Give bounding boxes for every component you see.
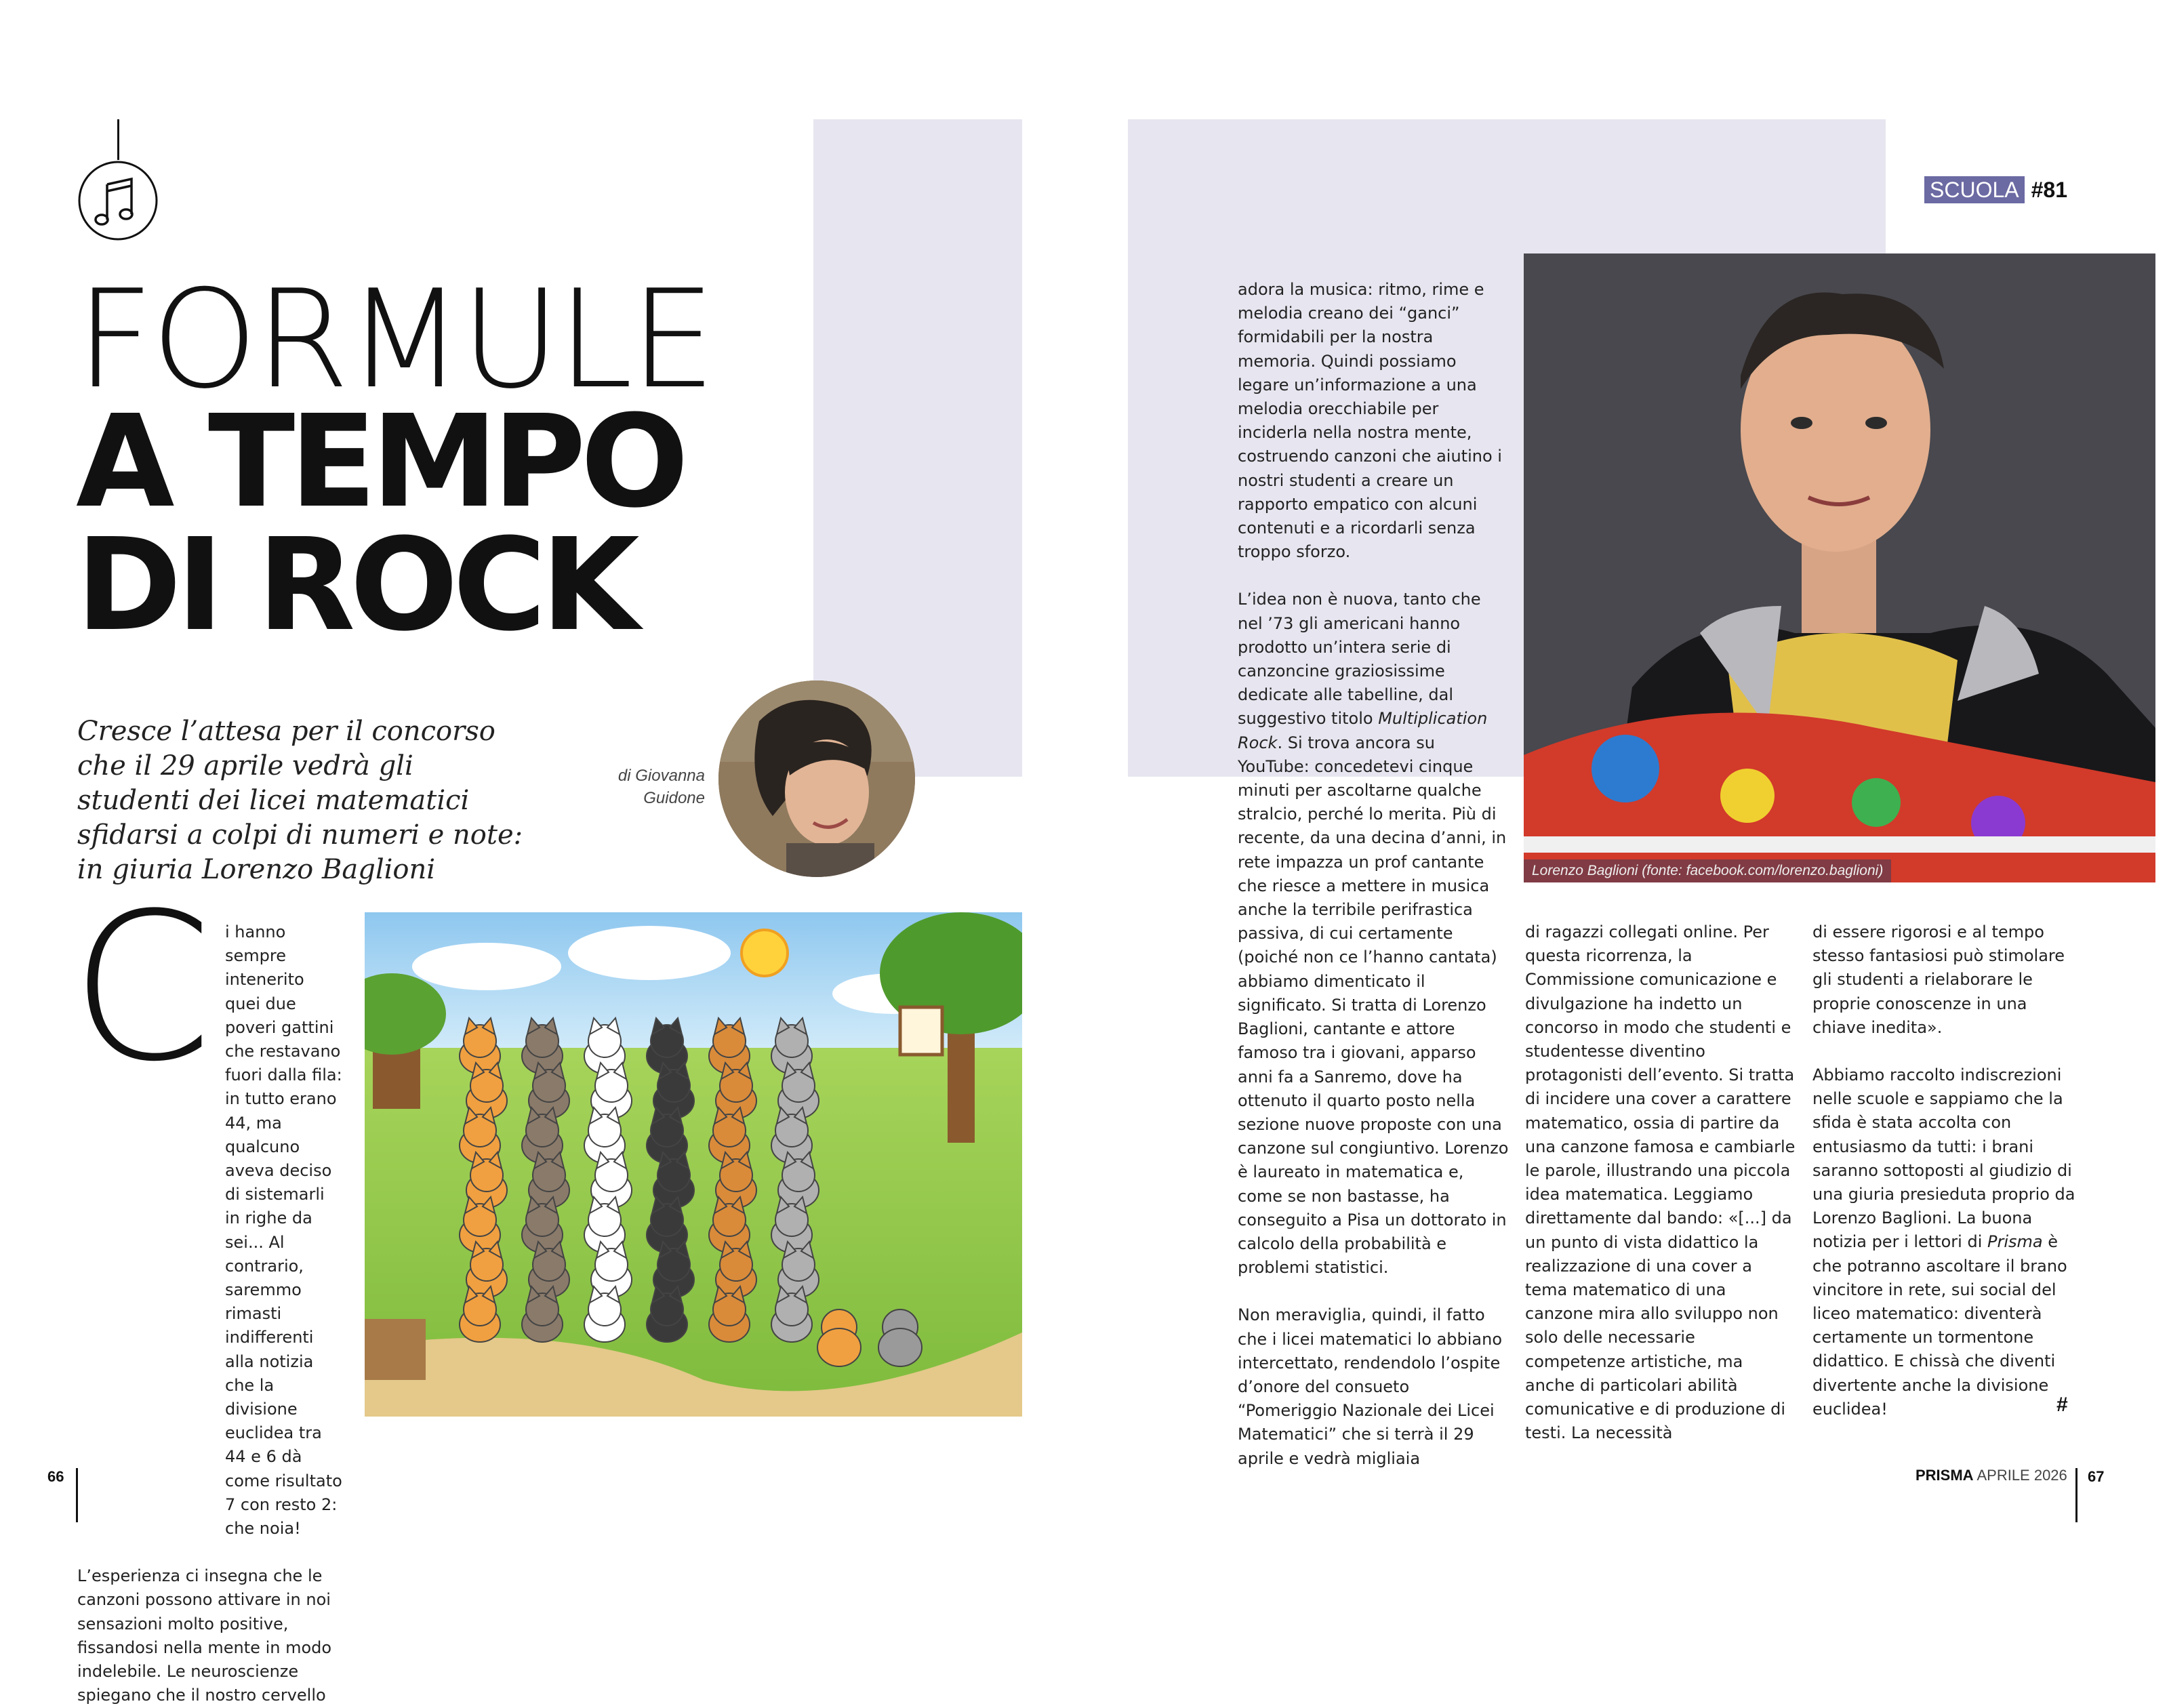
col4-paragraph-2 — [1812, 1063, 2084, 1421]
footer-magazine — [1915, 1467, 2067, 1484]
byline: di Giovanna Guidone — [617, 767, 705, 807]
col2-paragraph-3: Non meraviglia, quindi, il fatto che i licei matematici lo abbiano intercettato, rendendolo l’ospite d’onore del consueto “Pomeriggio Nazionale dei Licei Matematici” che si terrà il 29 aprile e vedrà migliaia — [1238, 1305, 1503, 1468]
icon-hanging-line — [117, 119, 119, 160]
lorenzo-photo — [1524, 253, 2155, 882]
author-portrait — [718, 680, 915, 877]
col2-p2-text-b: . Si trova ancora su YouTube: concedetevi cinque minuti per ascoltarne qualche stralcio, perché lo merita. Più di recente, da una decina d’anni, in rete impazza un prof cantante che riesce a mettere in musica anche la terribile perifrastica passiva, di cui certamente (poiché non ce l’hanno cantata) abbiamo dimenticato il significato. Si tratta di Lorenzo Baglioni, cantante e attore famoso tra i giovani, apparso anni fa a Sanremo, dove ha ottenuto il quarto posto nella sezione nuove proposte con una canzone sul congiuntivo. Lorenzo è laureato in matematica e, come se non bastasse, ha conseguito a Pisa un dottorato in calcolo della probabilità e problemi statistici. — [1238, 733, 1509, 1278]
paragraph-2: L’esperienza ci insegna che le canzoni possono attivare in noi sensazioni molto positive, fissandosi nella mente in modo indelebile. Le neuroscienze spiegano che il nostro cervello — [77, 1566, 332, 1705]
body-column-1 — [77, 920, 343, 1708]
paragraph-1-text: i hanno sempre intenerito quei due poveri gattini che restavano fuori dalla fila: in tutto erano 44, ma qualcuno aveva deciso di sistemarli in righe da sei... Al contrario, saremmo rimasti indifferenti alla notizia che la divisione euclidea tra 44 e 6 dà come risultato 7 con resto 2: che noia! — [225, 922, 342, 1539]
kittens-illustration — [365, 912, 1022, 1417]
col2-paragraph-1: adora la musica: ritmo, rime e melodia creano dei “ganci” formidabili per la nostra memoria. Quindi possiamo legare un’informazione a una melodia orecchiabile per inciderla nella nostra mente, costruendo canzoni che aiutino i nostri studenti a creare un rapporto empatico con alcuni contenuti e a ricordarli senza troppo sforzo. — [1238, 280, 1502, 562]
issue-date: APRILE 2026 — [1977, 1467, 2067, 1484]
left-page-rule — [76, 1468, 78, 1522]
col4-p2-text-a: Abbiamo raccolto indiscrezioni nelle scuole e sappiamo che la sfida è stata accolta con entusiasmo da tutti: i brani saranno sottoposti al giudizio di una giuria presieduta proprio da Lorenzo Baglioni. La buona notizia per i lettori di — [1812, 1065, 2075, 1252]
page-number-left: 66 — [47, 1468, 64, 1485]
title-line-3: DI ROCK — [76, 511, 634, 659]
title-line-2: A TEMPO — [76, 388, 684, 536]
drop-cap: C — [70, 870, 213, 1106]
paragraph-1 — [77, 920, 343, 1541]
body-column-2 — [1238, 278, 1509, 1471]
body-column-3 — [1525, 920, 1796, 1445]
section-label — [1924, 176, 2067, 203]
col2-p2-text-a: L’idea non è nuova, tanto che nel ’73 gli americani hanno prodotto un’intera serie di canzoncine graziosissime dedicate alle tabelline, dal suggestivo titolo — [1238, 590, 1481, 729]
decorative-band-left — [813, 119, 1022, 777]
magazine-name: PRISMA — [1915, 1467, 1974, 1484]
section-number: #81 — [2031, 177, 2067, 202]
article-dek: Cresce l’attesa per il concorso che il 29 aprile vedrà gli studenti dei licei matematici sfidarsi a colpi di numeri e note: in giuria Lorenzo Baglioni — [77, 716, 523, 885]
music-note-icon — [77, 160, 159, 241]
col4-paragraph-1: di essere rigorosi e al tempo stesso fantasiosi può stimolare gli studenti a rielaborare le proprie conoscenze in una chiave inedita». — [1812, 922, 2065, 1037]
section-tag: SCUOLA — [1924, 176, 2025, 203]
body-column-4 — [1812, 920, 2084, 1421]
col4-p2-italic-magazine: Prisma — [1987, 1232, 2043, 1252]
right-page-rule — [2075, 1468, 2077, 1522]
page-number-right: 67 — [2088, 1468, 2105, 1485]
photo-caption: Lorenzo Baglioni (fonte: facebook.com/lorenzo.baglioni) — [1524, 859, 1891, 882]
end-mark: # — [2056, 1394, 2068, 1416]
col3-paragraph-1: di ragazzi collegati online. Per questa ricorrenza, la Commissione comunicazione e divulgazione ha indetto un concorso in modo che studenti e studentesse diventino protagonisti dell’evento. Si tratta di incidere una cover a carattere matematico, ossia di partire da una canzone famosa e cambiarle le parole, illustrando una piccola idea matematica. Leggiamo direttamente dal bando: «[...] da un punto di vista didattico la realizzazione di una cover a tema matematico di una canzone mira allo sviluppo non solo delle necessarie competenze artistiche, ma anche di particolari abilità comunicative e di produzione di testi. La necessità — [1525, 922, 1796, 1443]
col2-paragraph-2 — [1238, 588, 1509, 1280]
col2-p2-italic-title: Multiplication Rock — [1238, 709, 1488, 752]
col4-p2-text-b: è che potranno ascoltare il brano vincitore in rete, sui social del liceo matematico: diventerà certamente un tormentone didattico. E chissà che diventi divertente anche la divisione euclidea! — [1812, 1232, 2067, 1419]
title-line-1: FORMULE — [76, 261, 714, 419]
